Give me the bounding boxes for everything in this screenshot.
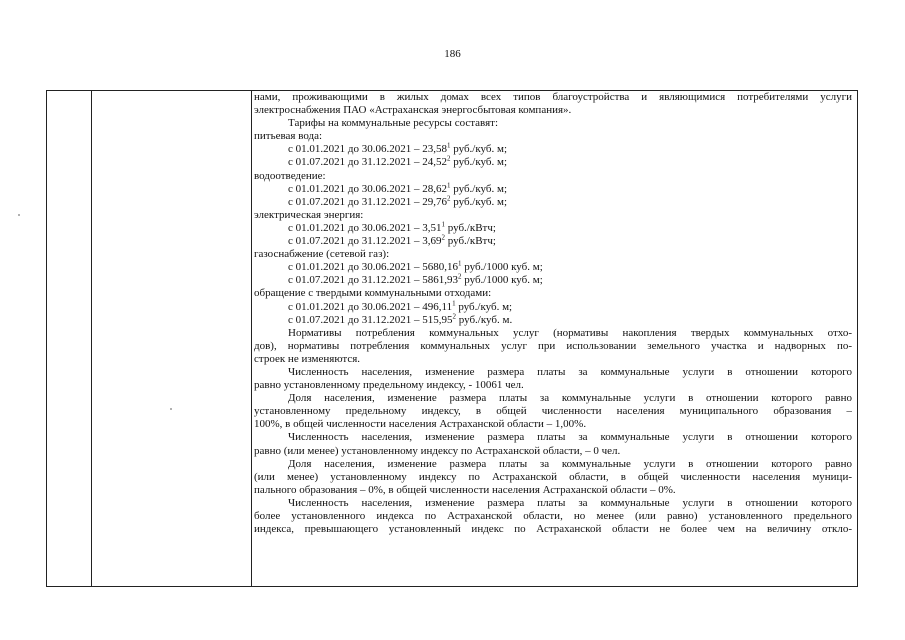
text-line (254, 91, 852, 104)
text-line-main: с 01.07.2021 до 31.12.2021 – 29,76 (288, 195, 447, 208)
footnote-marker: 1 (446, 181, 451, 189)
text-line (254, 340, 852, 353)
text-line-main: электрическая энергия: (254, 208, 364, 221)
text-line-unit: руб./куб. м; (455, 300, 513, 313)
text-line-main: нами, проживающими в жилых домах всех типов благоустройства и являющимися потребителями услуги (254, 91, 852, 103)
text-line (254, 117, 852, 130)
text-line-main: с 01.07.2021 до 31.12.2021 – 515,95 (288, 313, 453, 326)
text-line (254, 510, 852, 523)
text-line (254, 170, 852, 183)
text-line (254, 431, 852, 444)
text-line (254, 379, 852, 392)
text-line-main: дов), нормативы потребления коммунальных услуг при использовании земельного участка и надворных по- (254, 339, 852, 352)
text-line (254, 405, 852, 418)
footnote-marker: 2 (446, 194, 451, 203)
text-line (254, 196, 852, 209)
text-line-main: 100%, в общей численности населения Астраханской области – 1,00%. (254, 418, 587, 431)
text-line-unit: руб./кВтч; (444, 235, 496, 248)
text-line-main: Тарифы на коммунальные ресурсы составят: (288, 117, 499, 130)
text-line (254, 104, 852, 117)
text-line-main: с 01.07.2021 до 31.12.2021 – 3,69 (288, 235, 442, 248)
text-line-unit: руб./куб. м; (450, 156, 508, 169)
footnote-marker: 2 (452, 311, 456, 320)
table-text-cell (254, 91, 852, 586)
footnote-marker: 1 (457, 259, 462, 268)
footnote-marker: 2 (446, 154, 451, 163)
text-line-main: Численность населения, изменение размера платы за коммунальные услуги в отношении которого (288, 365, 852, 378)
text-line-main: установленному предельному индексу, в общей численности населения муниципального образования – (254, 405, 852, 418)
text-line (254, 183, 852, 196)
text-line (254, 261, 852, 274)
text-line-unit: руб./куб. м; (450, 143, 508, 156)
text-line-main: Нормативы потребления коммунальных услуг (нормативы накопления твердых коммунальных отхо- (288, 326, 852, 339)
text-line (254, 222, 852, 235)
text-line-main: водоотведение: (254, 169, 326, 182)
text-line-main: пального образования – 0%, в общей численности населения Астраханской области – 0%. (254, 483, 676, 496)
page-number: 186 (444, 48, 461, 60)
text-line-main: Численность населения, изменение размера платы за коммунальные услуги в отношении которого (288, 431, 852, 444)
text-line-main: индекса, превышающего установленный индекс по Астраханской области не более чем на величину откло- (254, 523, 852, 536)
text-line (254, 298, 852, 314)
text-line (254, 235, 852, 248)
footnote-marker: 2 (441, 233, 445, 242)
text-line-main: равно (или менее) установленному индексу по Астраханской области, – 0 чел. (254, 444, 621, 457)
text-line (254, 484, 852, 497)
text-line-main: с 01.01.2021 до 30.06.2021 – 23,58 (288, 143, 447, 156)
text-line-main: Численность населения, изменение размера платы за коммунальные услуги в отношении которого (288, 496, 852, 509)
text-line-main: с 01.07.2021 до 31.12.2021 – 5861,93 (288, 274, 458, 287)
footnote-marker: 2 (457, 272, 462, 281)
text-line (254, 445, 852, 458)
text-line-main: с 01.01.2021 до 30.06.2021 – 5680,16 (288, 261, 458, 274)
scan-speck (170, 408, 172, 410)
text-line-unit: руб./куб. м; (450, 182, 508, 195)
text-line-unit: руб./кВтч; (444, 221, 496, 234)
footnote-marker: 1 (446, 141, 451, 150)
text-line (254, 458, 852, 471)
table-column-divider (251, 91, 252, 586)
text-line-main: с 01.01.2021 до 30.06.2021 – 28,62 (288, 182, 447, 195)
text-line (254, 471, 852, 484)
text-line (254, 353, 852, 366)
text-line (254, 248, 852, 261)
text-line (254, 523, 852, 536)
text-line (254, 156, 852, 169)
text-line (254, 287, 852, 300)
text-line-main: обращение с твердыми коммунальными отходами: (254, 287, 492, 300)
text-line (254, 311, 852, 327)
text-line-main: питьевая вода: (254, 130, 323, 143)
footnote-marker: 1 (441, 220, 445, 229)
text-line-main: электроснабжения ПАО «Астраханская энергосбытовая компания». (254, 104, 572, 117)
text-line-unit: руб./куб. м. (455, 313, 513, 326)
text-line (254, 418, 852, 431)
text-line-unit: руб./1000 куб. м; (461, 274, 543, 287)
text-line-main: более установленного индекса по Астраханской области, но менее (или равно) установленного предельного (254, 510, 852, 522)
text-line-main: газоснабжение (сетевой газ): (254, 248, 390, 261)
text-line-main: строек не изменяются. (254, 352, 361, 365)
text-line-main: с 01.01.2021 до 30.06.2021 – 496,11 (288, 300, 453, 313)
footnote-marker: 1 (452, 298, 456, 307)
text-line-main: с 01.07.2021 до 31.12.2021 – 24,52 (288, 156, 447, 169)
scan-speck (18, 214, 20, 216)
text-line-main: с 01.01.2021 до 30.06.2021 – 3,51 (288, 221, 442, 234)
text-line-main: равно установленному предельному индексу, - 10061 чел. (254, 379, 524, 392)
text-line (254, 392, 852, 405)
text-line (254, 327, 852, 340)
text-line (254, 209, 852, 222)
document-table (46, 90, 858, 587)
text-line-unit: руб./куб. м; (450, 195, 508, 208)
text-line (254, 366, 852, 379)
text-line (254, 130, 852, 143)
text-line-main: (или менее) установленному индексу по Астраханской области, в общей численности населения муници- (254, 470, 852, 483)
text-line (254, 274, 852, 287)
text-line-main: Доля населения, изменение размера платы за коммунальные услуги в отношении которого равно (288, 392, 852, 405)
text-line (254, 143, 852, 156)
table-column-divider (91, 91, 92, 586)
text-line (254, 497, 852, 510)
text-line-main: Доля населения, изменение размера платы за коммунальные услуги в отношении которого равно (288, 457, 852, 470)
text-line-unit: руб./1000 куб. м; (461, 261, 543, 274)
